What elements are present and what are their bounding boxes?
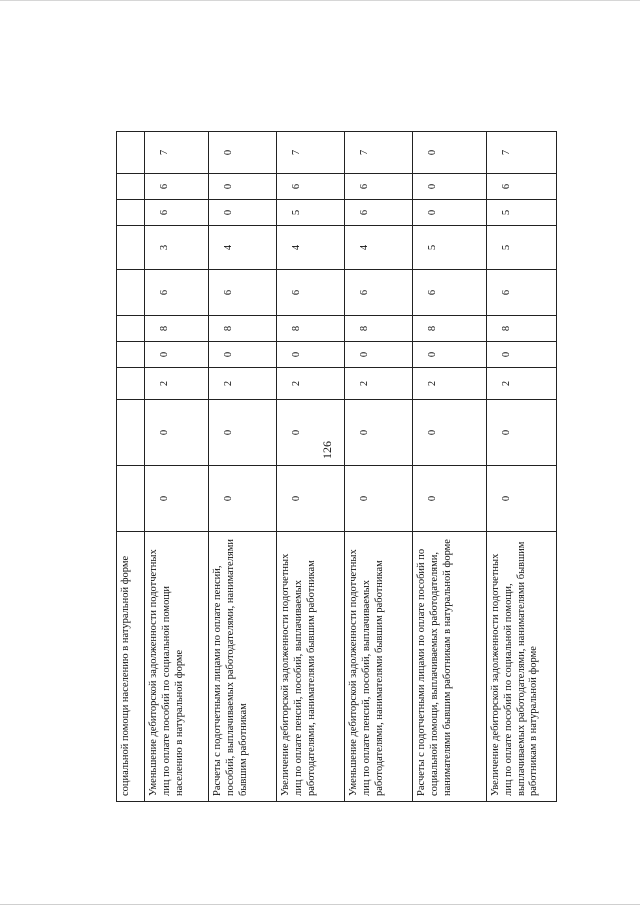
code-cell: 2	[145, 368, 209, 400]
code-cell: 8	[345, 316, 413, 342]
code-cell: 0	[145, 466, 209, 532]
code-cell: 7	[487, 132, 557, 174]
table-row	[117, 132, 145, 802]
account-codes-table	[116, 131, 557, 802]
code-cell	[117, 226, 145, 270]
code-cell: 0	[277, 400, 345, 466]
code-cell: 2	[345, 368, 413, 400]
code-cell: 8	[413, 316, 487, 342]
code-cell: 6	[487, 270, 557, 316]
code-cell	[117, 200, 145, 226]
code-cell: 0	[413, 400, 487, 466]
code-cell: 6	[145, 200, 209, 226]
table-row	[145, 132, 209, 802]
code-cell: 6	[277, 270, 345, 316]
code-cell	[117, 132, 145, 174]
code-cell: 7	[345, 132, 413, 174]
code-cell: 0	[413, 466, 487, 532]
scan-edge-mark	[0, 0, 640, 1]
code-cell: 6	[413, 270, 487, 316]
rotated-table-wrapper	[116, 132, 556, 802]
code-cell	[117, 270, 145, 316]
code-cell: 0	[209, 342, 277, 368]
code-cell: 8	[209, 316, 277, 342]
code-cell: 5	[277, 200, 345, 226]
code-cell: 7	[277, 132, 345, 174]
code-cell: 0	[277, 466, 345, 532]
row-label-cell: Расчеты с подотчетными лицами по оплате пособий по социальной помощи, выплачиваемых работодателями, нанимателями бывшим работникам в натуральной форме	[413, 532, 487, 802]
code-cell: 0	[209, 466, 277, 532]
code-cell: 4	[209, 226, 277, 270]
code-cell: 6	[145, 270, 209, 316]
code-cell: 0	[209, 132, 277, 174]
code-cell: 2	[277, 368, 345, 400]
code-cell: 0	[413, 132, 487, 174]
code-cell: 2	[413, 368, 487, 400]
code-cell: 0	[345, 342, 413, 368]
code-cell: 6	[487, 174, 557, 200]
table-body	[117, 132, 557, 802]
table-row	[487, 132, 557, 802]
row-label-cell: Уменьшение дебиторской задолженности подотчетных лиц по оплате пенсий, пособий, выплачиваемых работодателями, нанимателями бывшим работникам	[345, 532, 413, 802]
code-cell: 6	[345, 200, 413, 226]
code-cell: 0	[413, 342, 487, 368]
code-cell: 2	[209, 368, 277, 400]
code-cell: 0	[209, 400, 277, 466]
table-row	[345, 132, 413, 802]
code-cell	[117, 400, 145, 466]
code-cell	[117, 466, 145, 532]
code-cell: 0	[209, 200, 277, 226]
code-cell: 0	[413, 174, 487, 200]
row-label-cell: Расчеты с подотчетными лицами по оплате пенсий, пособий, выплачиваемых работодателями, нанимателями бывшим работникам	[209, 532, 277, 802]
code-cell: 8	[277, 316, 345, 342]
code-cell: 2	[487, 368, 557, 400]
row-label-cell: Уменьшение дебиторской задолженности подотчетных лиц по оплате пособий по социальной помощи населению в натуральной форме	[145, 532, 209, 802]
code-cell: 6	[345, 174, 413, 200]
code-cell: 0	[277, 342, 345, 368]
code-cell: 8	[487, 316, 557, 342]
code-cell: 0	[487, 400, 557, 466]
row-label-cell: Увеличение дебиторской задолженности подотчетных лиц по оплате пособий по социальной помощи, выплачиваемых работодателями, нанимателями бывшим работникам в натуральной форме	[487, 532, 557, 802]
code-cell: 0	[487, 466, 557, 532]
code-cell: 6	[145, 174, 209, 200]
code-cell: 0	[345, 400, 413, 466]
code-cell: 0	[413, 200, 487, 226]
code-cell: 6	[209, 270, 277, 316]
page-number: 126	[320, 441, 334, 459]
code-cell	[117, 368, 145, 400]
code-cell	[117, 174, 145, 200]
row-label-cell: Увеличение дебиторской задолженности подотчетных лиц по оплате пенсий, пособий, выплачиваемых работодателями, нанимателями бывшим работникам	[277, 532, 345, 802]
code-cell: 5	[413, 226, 487, 270]
code-cell: 0	[209, 174, 277, 200]
code-cell: 4	[345, 226, 413, 270]
code-cell	[117, 342, 145, 368]
table-row	[209, 132, 277, 802]
code-cell: 6	[277, 174, 345, 200]
code-cell: 5	[487, 200, 557, 226]
code-cell: 7	[145, 132, 209, 174]
table-row	[277, 132, 345, 802]
code-cell: 3	[145, 226, 209, 270]
code-cell: 0	[487, 342, 557, 368]
table-row	[413, 132, 487, 802]
code-cell: 0	[345, 466, 413, 532]
code-cell: 8	[145, 316, 209, 342]
code-cell: 4	[277, 226, 345, 270]
code-cell: 5	[487, 226, 557, 270]
code-cell	[117, 316, 145, 342]
row-label-cell: социальной помощи населению в натуральной форме	[117, 532, 145, 802]
code-cell: 0	[145, 400, 209, 466]
code-cell: 0	[145, 342, 209, 368]
code-cell: 6	[345, 270, 413, 316]
